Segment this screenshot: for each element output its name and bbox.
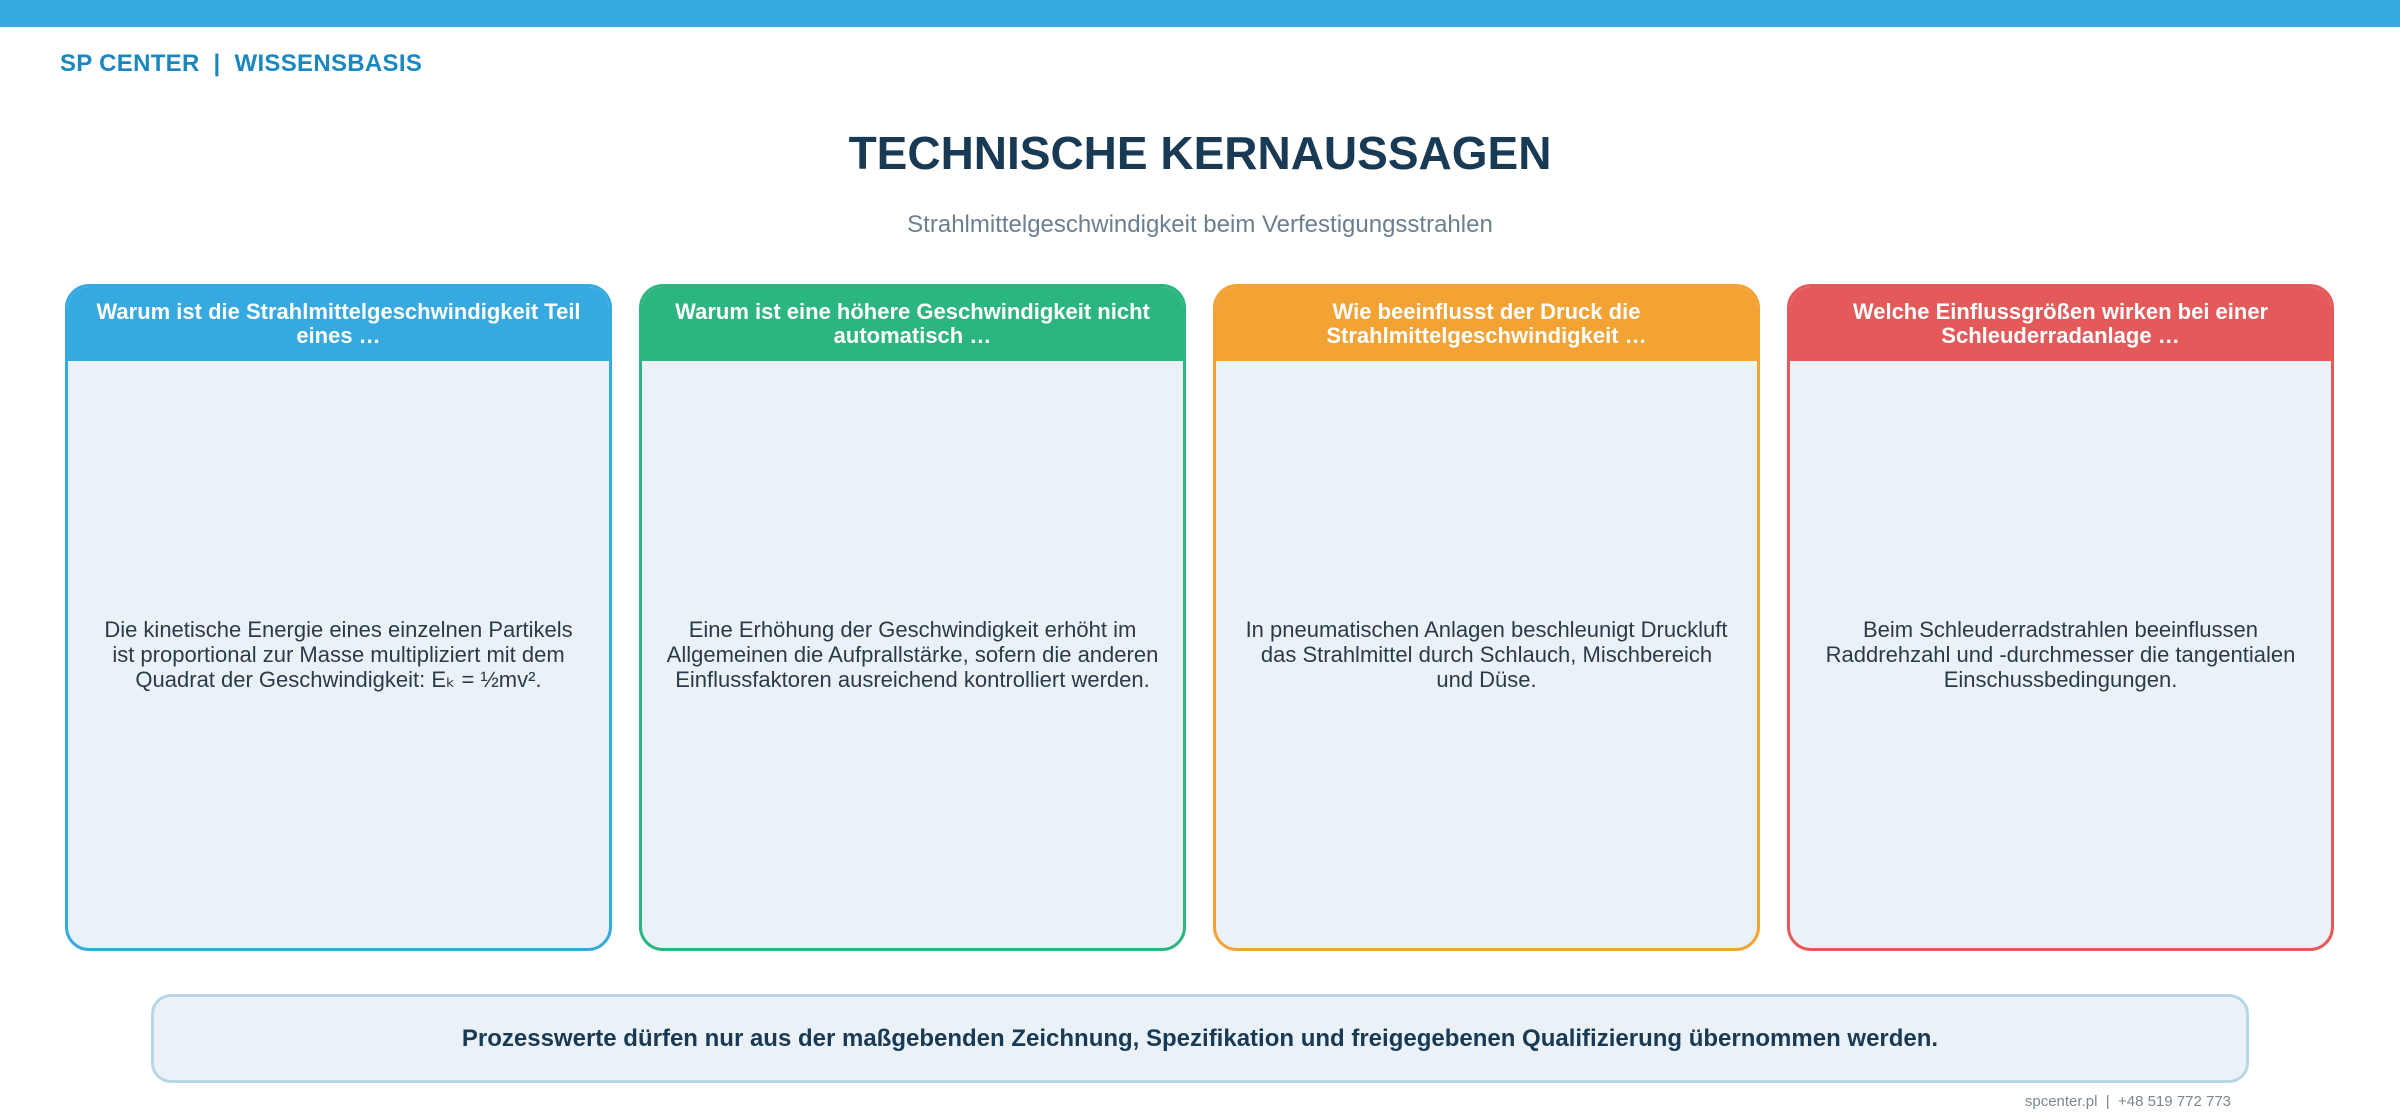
page-subtitle: Strahlmittelgeschwindigkeit beim Verfestigungsstrahlen [907,211,1493,238]
page-title: TECHNISCHE KERNAUSSAGEN [848,127,1552,179]
top-accent-bar [0,0,2400,27]
card-heading: Warum ist eine höhere Geschwindigkeit nicht automatisch … [642,287,1183,361]
card-heading: Wie beeinflusst der Druck die Strahlmittelgeschwindigkeit … [1216,287,1757,361]
brand-label: SP CENTER | WISSENSBASIS [60,50,423,77]
info-card-1 [65,284,612,951]
info-card-3 [1213,284,1760,951]
card-body-text: Eine Erhöhung der Geschwindigkeit erhöht im Allgemeinen die Aufprallstärke, sofern die anderen Einflussfaktoren ausreichend kontrolliert werden. [666,617,1159,692]
footer-contact: spcenter.pl | +48 519 772 773 [2024,1093,2231,1110]
notice-banner: Prozesswerte dürfen nur aus der maßgebenden Zeichnung, Spezifikation und freigegebenen Qualifizierung übernommen werden. [151,994,2249,1083]
card-heading: Welche Einflussgrößen wirken bei einer Schleuderradanlage … [1790,287,2331,361]
card-body-text: Die kinetische Energie eines einzelnen Partikels ist proportional zur Masse multipliziert mit dem Quadrat der Geschwindigkeit: Eₖ = ½mv². [104,617,573,692]
info-card-4 [1787,284,2334,951]
card-body-text: In pneumatischen Anlagen beschleunigt Druckluft das Strahlmittel durch Schlauch, Mischbereich und Düse. [1245,617,1728,692]
card-body-text: Beim Schleuderradstrahlen beeinflussen Raddrehzahl und -durchmesser die tangentialen Einschussbedingungen. [1825,617,2296,692]
info-card-2 [639,284,1186,951]
card-heading: Warum ist die Strahlmittelgeschwindigkeit Teil eines … [68,287,609,361]
